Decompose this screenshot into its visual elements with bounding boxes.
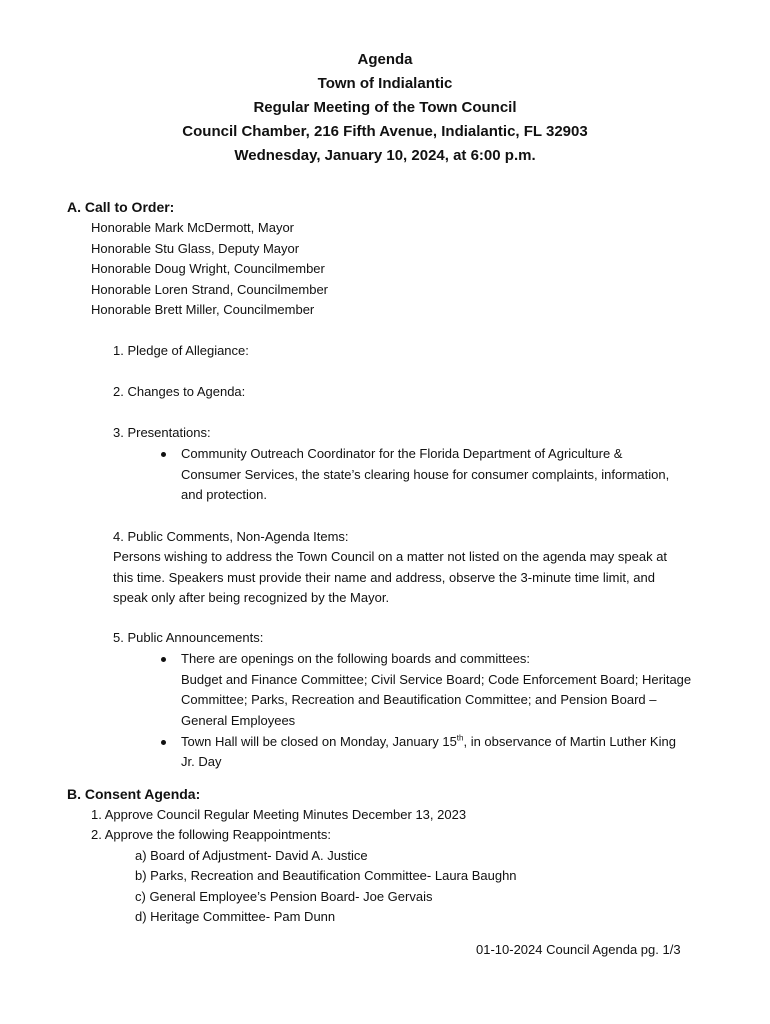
council-member: Honorable Doug Wright, Councilmember: [91, 261, 325, 276]
consent-item-minutes: 1. Approve Council Regular Meeting Minutes December 13, 2023: [91, 807, 467, 822]
holiday-sup: th: [456, 733, 464, 743]
page-footer: 01-10-2024 Council Agenda pg. 1/3: [476, 942, 681, 957]
header-title: Agenda: [357, 51, 413, 68]
bullet-icon: [161, 452, 166, 457]
reappointment-item: d) Heritage Committee- Pam Dunn: [135, 909, 336, 924]
announcement-text: Committee; Parks, Recreation and Beautification Committee; and Pension Board –: [181, 692, 657, 707]
header-date: Wednesday, January 10, 2024, at 6:00 p.m.: [234, 147, 536, 164]
section-a-heading: A. Call to Order:: [67, 199, 175, 215]
presentation-text: and protection.: [181, 487, 268, 502]
holiday-text-end: , in observance of Martin Luther King: [463, 734, 676, 749]
announcement-holiday-line2: Jr. Day: [181, 754, 222, 769]
council-member: Honorable Mark McDermott, Mayor: [91, 220, 294, 235]
header-meeting-type: Regular Meeting of the Town Council: [253, 99, 517, 116]
reappointment-item: b) Parks, Recreation and Beautification Committee- Laura Baughn: [135, 868, 517, 883]
header-town: Town of Indialantic: [317, 75, 453, 92]
announcement-text: There are openings on the following boards and committees:: [181, 651, 531, 666]
bullet-icon: [161, 657, 166, 662]
bullet-icon: [161, 740, 166, 745]
announcement-holiday: [181, 732, 676, 752]
item-announcements: 5. Public Announcements:: [113, 630, 264, 645]
public-comments-text: this time. Speakers must provide their name and address, observe the 3-minute time limit, and: [113, 570, 655, 585]
public-comments-text: speak only after being recognized by the Mayor.: [113, 590, 390, 605]
council-member: Honorable Loren Strand, Councilmember: [91, 282, 329, 297]
public-comments-text: Persons wishing to address the Town Council on a matter not listed on the agenda may speak at: [113, 549, 668, 564]
consent-item-reappointments: 2. Approve the following Reappointments:: [91, 827, 331, 842]
presentation-text: Community Outreach Coordinator for the Florida Department of Agriculture &: [181, 446, 623, 461]
holiday-text: Town Hall will be closed on Monday, January 15: [181, 734, 457, 749]
agenda-header: [0, 48, 770, 168]
reappointment-item: a) Board of Adjustment- David A. Justice: [135, 848, 368, 863]
item-public-comments: 4. Public Comments, Non-Agenda Items:: [113, 529, 349, 544]
item-pledge: 1. Pledge of Allegiance:: [113, 343, 249, 358]
item-changes: 2. Changes to Agenda:: [113, 384, 246, 399]
announcement-text: General Employees: [181, 713, 296, 728]
reappointment-item: c) General Employee’s Pension Board- Joe Gervais: [135, 889, 433, 904]
council-member: Honorable Brett Miller, Councilmember: [91, 302, 315, 317]
section-b-heading: B. Consent Agenda:: [67, 786, 201, 802]
item-presentations: 3. Presentations:: [113, 425, 211, 440]
announcement-text: Budget and Finance Committee; Civil Service Board; Code Enforcement Board; Heritage: [181, 672, 692, 687]
presentation-text: Consumer Services, the state’s clearing house for consumer complaints, information,: [181, 467, 670, 482]
header-location: Council Chamber, 216 Fifth Avenue, Indialantic, FL 32903: [182, 123, 588, 140]
council-member: Honorable Stu Glass, Deputy Mayor: [91, 241, 300, 256]
